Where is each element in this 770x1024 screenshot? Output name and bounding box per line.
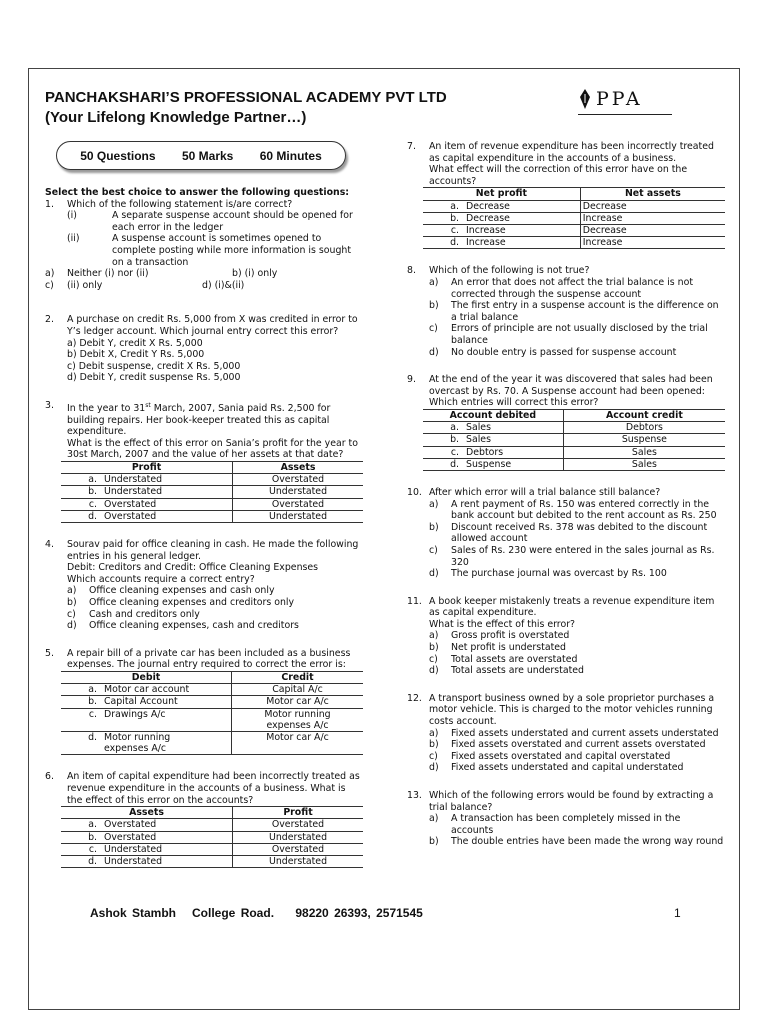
question-number: 5. [45,647,54,659]
cell: Overstated [102,510,233,522]
question-number: 3. [45,399,54,411]
question-2 [45,314,363,384]
marks-total: 50 Marks [181,148,234,163]
option [429,499,725,522]
question-1 [45,199,363,292]
table-row [61,843,363,855]
table-row [61,831,363,843]
row-label: d. [61,855,102,867]
cell: Increase [464,237,580,249]
col-header: Net assets [580,188,725,200]
footer-address: Ashok Stambh College Road. 98220 26393, 2571545 [90,906,423,920]
option-text: Neither (i) nor (ii) [67,268,149,280]
row-label: d. [61,510,102,522]
cell: Decrease [464,212,580,224]
option [429,300,725,323]
time-limit: 60 Minutes [259,148,322,163]
cell: Motor car A/c [232,696,364,708]
option [429,751,725,763]
cell: Understated [102,486,233,498]
question-text: A book keeper mistakenly treats a revenue expenditure item as capital expenditure. [429,595,715,619]
option-label: c) [429,544,438,556]
table-row [423,212,725,224]
option-label: b) [429,300,439,312]
option-text: b) (i) only [232,268,278,280]
question-number: 8. [407,265,416,277]
table-row [61,696,363,708]
option [67,372,363,384]
option-label: c) [429,653,438,665]
answer-table [423,187,725,249]
option-label: b) [67,596,77,608]
row-label: c. [61,708,102,731]
option [429,654,725,666]
col-header: Account debited [423,409,563,421]
table-row [61,819,363,831]
option-text: d) (i)&(ii) [202,279,245,291]
question-7 [407,141,725,249]
question-text: A purchase on credit Rs. 5,000 from X was credited in error to Y’s ledger account. Which journal entry correct this error? [67,314,358,337]
option [429,665,725,677]
row-label: d. [423,458,464,470]
question-text-2: What effect will the correction of this error have on the accounts? [429,164,688,187]
question-text: After which error will a trial balance still balance? [429,486,661,498]
table-row [61,708,363,731]
option-text: A transaction has been completely missed in the accounts [451,813,681,836]
option-label: a) [429,630,439,642]
cell: Debtors [563,422,725,434]
cell: Suspense [563,434,725,446]
cell: Understated [233,486,364,498]
cell: Understated [102,855,233,867]
table-row [61,498,363,510]
row-label: b. [61,831,102,843]
option-text: No double entry is passed for suspense account [451,346,677,358]
cell: Overstated [233,843,364,855]
cell: Understated [233,855,364,867]
row-label: a. [423,200,464,212]
question-text: A transport business owned by a sole proprietor purchases a motor vehicle. This is charged to the motor vehicles running costs account. [429,692,715,728]
row-label: d. [61,731,102,754]
col-header: Credit [232,671,364,683]
question-number: 9. [407,374,416,386]
option-text: The double entries have been made the wrong way round [451,836,724,848]
question-9 [407,374,725,471]
cell: Overstated [102,498,233,510]
option-text: Errors of principle are not usually disclosed by the trial balance [451,323,708,346]
option [67,620,363,632]
cell: Sales [563,446,725,458]
option-text: Office cleaning expenses and cash only [89,585,275,597]
option-label: d) [429,665,439,677]
question-text-2: What is the effect of this error? [429,618,576,630]
logo-underline [578,114,672,115]
option [429,762,725,774]
option-text: Debit suspense, credit X Rs. 5,000 [78,360,241,372]
table-row [61,486,363,498]
col-header: Debit [61,671,232,683]
option-label: b) [429,521,439,533]
option-text: Gross profit is overstated [451,630,570,642]
option-text: Fixed assets understated and capital understated [451,762,684,774]
cell: Understated [233,510,364,522]
statement-label: (i) [67,210,77,222]
row-label: c. [423,224,464,236]
option-label: b) [429,642,439,654]
table-row [61,731,363,754]
option-text: Fixed assets overstated and current assets overstated [451,739,706,751]
option-text: The purchase journal was overcast by Rs. 100 [451,568,667,580]
question-10 [407,487,725,580]
question-text: Which of the following is not true? [429,265,590,277]
row-label: c. [423,446,464,458]
cell: Understated [102,843,233,855]
header-title [45,88,447,128]
option-label: a) [429,498,439,510]
question-number: 2. [45,314,54,326]
table-row [423,200,725,212]
table-row [423,458,725,470]
cell: Sales [563,458,725,470]
option-label: c) [67,360,76,372]
option-label: d) [67,372,77,384]
table-row [423,237,725,249]
question-text: A repair bill of a private car has been included as a business expenses. The journal entry required to correct the error is: [67,647,351,671]
cell: Sales [464,422,563,434]
option-label: a) [429,276,439,288]
row-label: a. [61,819,102,831]
option-text: Sales of Rs. 230 were entered in the sales journal as Rs. 320 [451,544,715,568]
table-row [61,684,363,696]
option-text: Cash and creditors only [89,608,200,620]
table-row [61,855,363,867]
left-column [45,187,363,880]
table-row [423,224,725,236]
question-text-3: Which accounts require a correct entry? [67,573,255,585]
cell: Overstated [233,474,364,486]
cell: Capital A/c [232,684,364,696]
option-label: c) [429,750,438,762]
answer-table [423,409,725,471]
option [429,728,725,740]
cell: Drawings A/c [102,708,232,731]
option [429,277,725,300]
question-12 [407,693,725,774]
question-number: 10. [407,486,422,498]
question-text: At the end of the year it was discovered that sales had been overcast by Rs. 70. A Suspense account had been opened: [429,374,713,397]
option-label: a) [67,585,77,597]
cell: Motor running expenses A/c [232,708,364,731]
question-number: 4. [45,539,54,551]
col-header: Profit [61,462,233,474]
table-row [423,422,725,434]
option [67,349,363,361]
option [429,347,725,359]
statement-ii [67,233,363,268]
cell: Decrease [464,200,580,212]
option-label: c) [45,279,54,291]
text-part: In the year to 31 [67,403,146,415]
option-label: b) [429,739,439,751]
cell: Overstated [233,819,364,831]
question-text: Which of the following statement is/are correct? [67,198,293,210]
cell: Overstated [102,831,233,843]
option-text: The first entry in a suspense account is the difference on a trial balance [451,300,719,323]
row-label: a. [61,684,102,696]
option-text: Total assets are overstated [451,653,578,665]
cell: Debtors [464,446,563,458]
question-5 [45,648,363,756]
question-number: 7. [407,141,416,152]
answer-table [61,671,363,755]
option-text: Debit X, Credit Y Rs. 5,000 [79,349,205,361]
question-number: 6. [45,771,54,783]
row-label: c. [61,498,102,510]
option-row [45,280,363,292]
cell: Overstated [233,498,364,510]
option [67,597,363,609]
question-8 [407,265,725,358]
option-label: a) [429,813,439,825]
question-4 [45,539,363,632]
cell: Decrease [580,224,725,236]
option [429,323,725,346]
option-label: a) [45,268,55,280]
option [429,630,725,642]
option-label: d) [67,620,77,632]
row-label: d. [423,237,464,249]
question-text: Which of the following errors would be found by extracting a trial balance? [429,790,714,813]
option-label: c) [67,608,76,620]
table-row [423,446,725,458]
option-text: (ii) only [67,279,103,291]
col-header: Net profit [423,188,580,200]
question-text: An item of revenue expenditure has been incorrectly treated as capital expenditure in the accounts of a business. [429,141,714,164]
question-text-2: Debit: Creditors and Credit: Office Cleaning Expenses [67,562,319,574]
cell: Motor running expenses A/c [102,731,232,754]
option [67,338,363,350]
question-number: 12. [407,692,422,704]
cell: Increase [464,224,580,236]
text-part: March, 2007, Sania paid Rs. 2,500 for building repairs. Her book-keeper treated this as capital expenditure. [67,403,331,438]
answer-table [61,806,363,868]
option-text: Office cleaning expenses, cash and creditors [89,620,299,632]
question-11 [407,596,725,677]
option [429,836,725,848]
option [429,568,725,580]
question-count: 50 Questions [80,148,156,163]
logo-text: PPA [596,88,643,110]
option-text: Total assets are understated [451,665,584,677]
option-label: d) [429,762,439,774]
cell: Increase [580,212,725,224]
option-label: a) [67,337,77,349]
option-text: Net profit is understated [451,642,566,654]
option [429,522,725,545]
cell: Motor car A/c [232,731,364,754]
cell: Sales [464,434,563,446]
question-number: 11. [407,595,422,607]
cell: Suspense [464,458,563,470]
statement-text: A suspense account is sometimes opened to complete posting while more information is sought on a transaction [112,233,352,268]
option [429,813,725,836]
option [67,609,363,621]
table-row [61,510,363,522]
question-6 [45,771,363,868]
option-text: A rent payment of Rs. 150 was entered correctly in the bank account but debited to the rent account as Rs. 250 [451,498,717,522]
exam-summary-box [56,141,346,170]
question-text [67,400,363,438]
table-row [423,434,725,446]
option-text: Debit Y, credit X Rs. 5,000 [79,337,203,349]
row-label: b. [423,434,464,446]
question-3 [45,400,363,523]
question-13 [407,790,725,848]
question-number: 13. [407,790,422,801]
row-label: c. [61,843,102,855]
col-header: Assets [61,807,233,819]
cell: Motor car account [102,684,232,696]
option-label: b) [429,836,439,848]
cell: Understated [233,831,364,843]
question-number: 1. [45,198,54,210]
cell: Capital Account [102,696,232,708]
cell: Understated [102,474,233,486]
right-column [407,141,725,860]
question-text: Sourav paid for office cleaning in cash. He made the following entries in his general ledger. [67,539,359,562]
option-text: Fixed assets understated and current assets understated [451,727,719,739]
page-number: 1 [674,906,681,920]
option [429,739,725,751]
question-text: An item of capital expenditure had been incorrectly treated as revenue expenditure in the accounts of a business. What is the effect of this error on the accounts? [67,771,360,806]
title-line2: (Your Lifelong Knowledge Partner…) [45,109,307,126]
cell: Increase [580,237,725,249]
statement-i [67,210,363,233]
title-line1: PANCHAKSHARI’S PROFESSIONAL ACADEMY PVT LTD [45,89,447,106]
option-label: d) [429,346,439,358]
option [429,642,725,654]
option-label: d) [429,568,439,580]
ppa-logo [578,88,643,110]
col-header: Assets [233,462,364,474]
instructions: Select the best choice to answer the following questions: [45,187,350,198]
option-text: Fixed assets overstated and capital overstated [451,750,671,762]
row-label: b. [61,486,102,498]
superscript: st [145,401,151,409]
option-text: Office cleaning expenses and creditors only [89,596,295,608]
statement-label: (ii) [67,233,80,245]
option [67,585,363,597]
question-text-2: Which entries will correct this error? [429,397,599,409]
row-label: a. [423,422,464,434]
row-label: b. [61,696,102,708]
option-label: a) [429,727,439,739]
cell: Decrease [580,200,725,212]
pen-nib-icon [578,88,592,110]
row-label: a. [61,474,102,486]
option-text: Discount received Rs. 378 was debited to the discount allowed account [451,521,708,545]
option-row [45,268,363,280]
question-text-2: What is the effect of this error on Sania’s profit for the year to 30st March, 2007 and the value of her assets at that date? [67,437,358,461]
option-text: Debit Y, credit suspense Rs. 5,000 [79,372,241,384]
option-label: c) [429,323,438,335]
col-header: Account credit [563,409,725,421]
row-label: b. [423,212,464,224]
cell: Overstated [102,819,233,831]
answer-table [61,461,363,523]
option-label: b) [67,349,77,361]
statement-text: A separate suspense account should be opened for each error in the ledger [112,210,353,233]
option-text: An error that does not affect the trial balance is not corrected through the suspense account [451,276,694,300]
table-row [61,474,363,486]
option [67,361,363,373]
col-header: Profit [233,807,364,819]
option [429,545,725,568]
